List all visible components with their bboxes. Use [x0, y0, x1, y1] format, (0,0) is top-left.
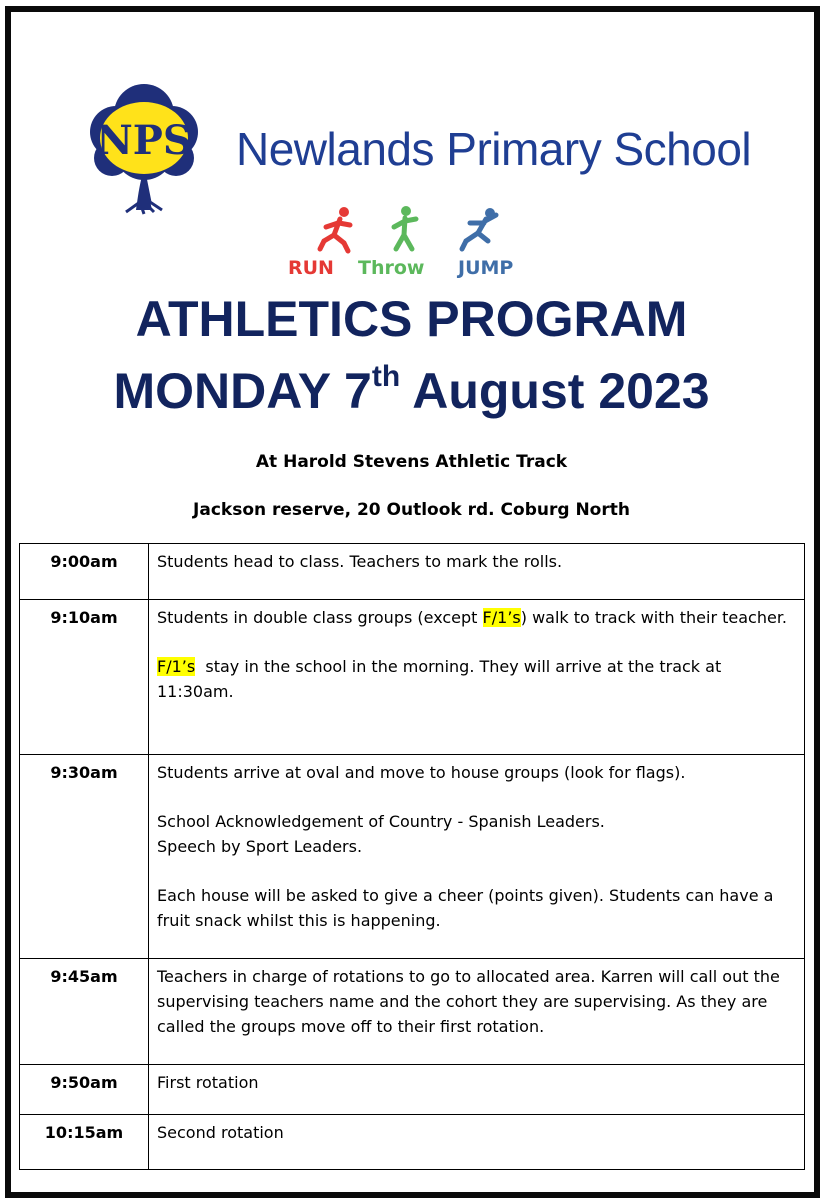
jump-label: JUMP	[458, 257, 514, 279]
school-name: Newlands Primary School	[236, 123, 752, 175]
description-cell: Teachers in charge of rotations to go to allocated area. Karren will call out the supervising teachers name and the cohort they are supervising. As they are called the groups move off to their first rotation.	[149, 959, 805, 1065]
highlighted-text: F/1’s	[482, 608, 521, 627]
time-cell: 9:45am	[20, 959, 149, 1065]
throw-label: Throw	[358, 257, 425, 279]
highlighted-text: F/1’s	[157, 657, 196, 676]
description-cell: Students arrive at oval and move to house groups (look for flags). School Acknowledgement of Country - Spanish Leaders. Speech by Sport Leaders. Each house will be asked to give a cheer (points given). Students can have a fruit snack whilst this is happening.	[149, 755, 805, 959]
school-logo	[84, 76, 204, 218]
svg-text:NPS: NPS	[96, 117, 192, 164]
description-cell: First rotation	[149, 1065, 805, 1115]
description-cell: Second rotation	[149, 1115, 805, 1170]
run-label: RUN	[288, 257, 334, 279]
run-throw-jump-figures	[310, 205, 520, 255]
time-cell: 9:00am	[20, 544, 149, 600]
time-cell: 9:50am	[20, 1065, 149, 1115]
table-row	[20, 600, 805, 755]
time-cell: 10:15am	[20, 1115, 149, 1170]
description-cell: Students in double class groups (except F/1’s) walk to track with their teacher. F/1’s stay in the school in the morning. They will arrive at the track at 11:30am.	[149, 600, 805, 755]
table-row	[20, 544, 805, 600]
schedule-table	[19, 543, 805, 1170]
description-cell: Students head to class. Teachers to mark the rolls.	[149, 544, 805, 600]
table-row	[20, 1065, 805, 1115]
program-title: ATHLETICS PROGRAM	[135, 291, 688, 347]
time-cell: 9:10am	[20, 600, 149, 755]
time-cell: 9:30am	[20, 755, 149, 959]
venue-name: At Harold Stevens Athletic Track	[255, 452, 568, 472]
program-date: MONDAY 7th August 2023	[113, 360, 710, 419]
table-row	[20, 755, 805, 959]
table-row	[20, 959, 805, 1065]
table-row	[20, 1115, 805, 1170]
venue-address: Jackson reserve, 20 Outlook rd. Coburg North	[193, 500, 630, 520]
